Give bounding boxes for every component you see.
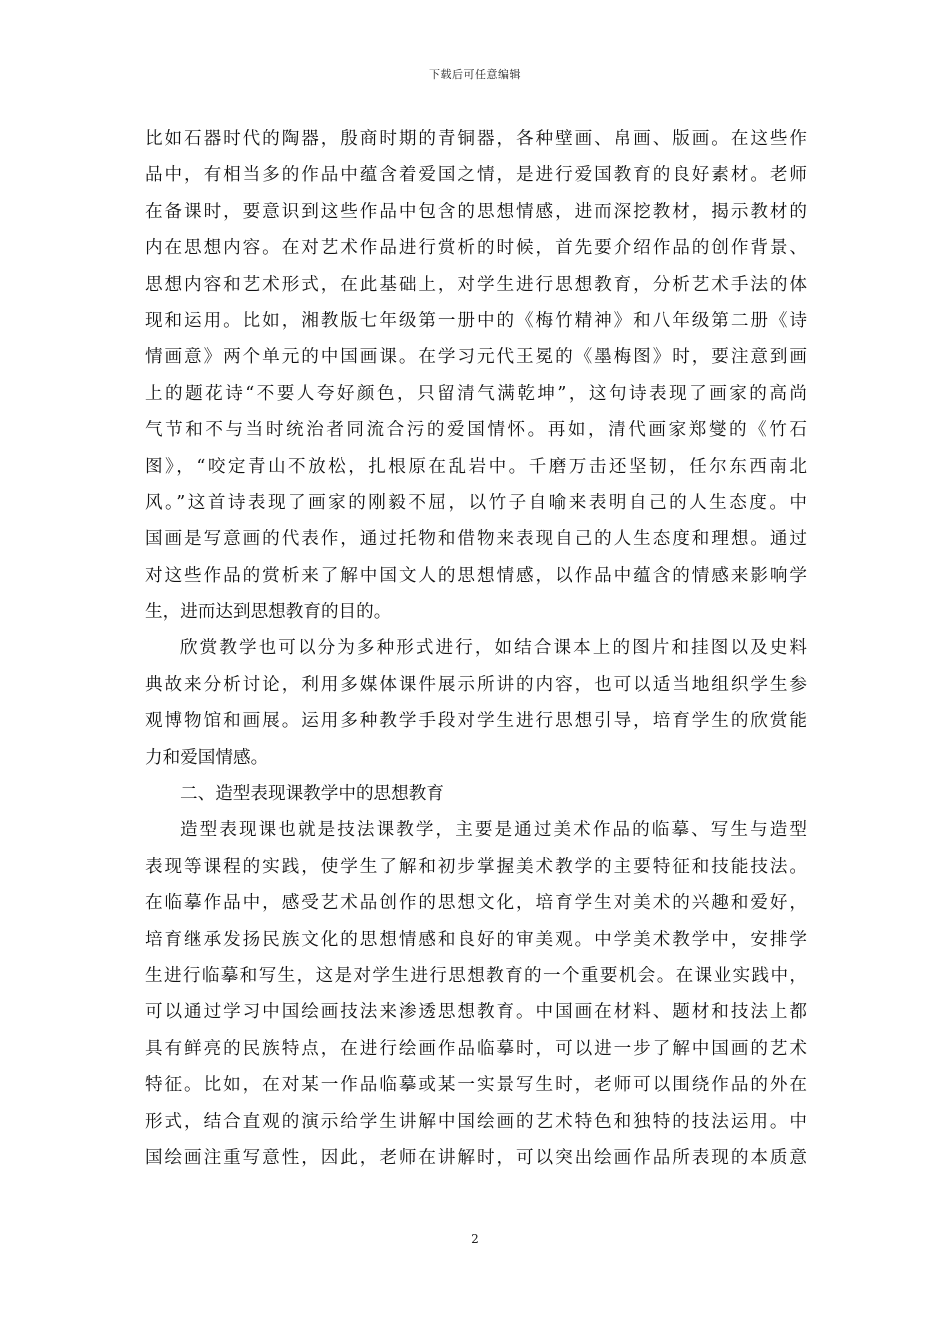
text-line: 形式，结合直观的演示给学生讲解中国绘画的艺术特色和独特的技法运用。中 (145, 1111, 807, 1132)
text-line: 培育继承发扬民族文化的思想情感和良好的审美观。中学美术教学中，安排学 (145, 929, 807, 950)
text-line: 在临摹作品中，感受艺术品创作的思想文化，培育学生对美术的兴趣和爱好， (145, 893, 807, 914)
paragraph-first-line: 造型表现课也就是技法课教学，主要是通过美术作品的临摹、写生与造型 (180, 820, 807, 841)
text-line: 思想内容和艺术形式，在此基础上，对学生进行思想教育，分析艺术手法的体 (145, 274, 807, 295)
text-line: 比如石器时代的陶器，殷商时期的青铜器，各种壁画、帛画、版画。在这些作 (145, 129, 807, 149)
page-header: 下载后可任意编辑 (429, 68, 521, 81)
text-line: 现和运用。比如，湘教版七年级第一册中的《梅竹精神》和八年级第二册《诗 (145, 310, 807, 331)
text-line: 生进行临摹和写生，这是对学生进行思想教育的一个重要机会。在课业实践中， (145, 965, 807, 986)
section-heading: 二、造型表现课教学中的思想教育 (180, 784, 444, 805)
text-line: 在备课时，要意识到这些作品中包含的思想情感，进而深挖教材，揭示教材的 (145, 201, 807, 222)
text-line: 生，进而达到思想教育的目的。 (145, 602, 392, 623)
text-line: 力和爱国情感。 (145, 747, 269, 768)
paragraph-first-line: 欣赏教学也可以分为多种形式进行，如结合课本上的图片和挂图以及史料 (180, 638, 807, 659)
text-line: 内在思想内容。在对艺术作品进行赏析的时候，首先要介绍作品的创作背景、 (145, 238, 807, 259)
text-line: 对这些作品的赏析来了解中国文人的思想情感，以作品中蕴含的情感来影响学 (145, 565, 807, 586)
text-line: 表现等课程的实践，使学生了解和初步掌握美术教学的主要特征和技能技法。 (145, 856, 807, 877)
text-line: 特征。比如，在对某一作品临摹或某一实景写生时，老师可以围绕作品的外在 (145, 1075, 807, 1096)
text-line: 气节和不与当时统治者同流合污的爱国情怀。再如，清代画家郑燮的《竹石 (145, 420, 807, 441)
text-line: 情画意》两个单元的中国画课。在学习元代王冕的《墨梅图》时，要注意到画 (145, 347, 807, 368)
text-line: 国画是写意画的代表作，通过托物和借物来表现自己的人生态度和理想。通过 (145, 529, 807, 550)
text-line: 风。”这首诗表现了画家的刚毅不屈，以竹子自喻来表明自己的人生态度。中 (145, 492, 807, 513)
text-line: 观博物馆和画展。运用多种教学手段对学生进行思想引导，培育学生的欣赏能 (145, 711, 807, 732)
text-line: 国绘画注重写意性，因此，老师在讲解时，可以突出绘画作品所表现的本质意 (145, 1147, 807, 1168)
text-line: 具有鲜亮的民族特点，在进行绘画作品临摹时，可以进一步了解中国画的艺术 (145, 1038, 807, 1059)
text-line: 图》，“咬定青山不放松，扎根原在乱岩中。千磨万击还坚韧，任尔东西南北 (145, 456, 807, 477)
text-line: 品中，有相当多的作品中蕴含着爱国之情，是进行爱国教育的良好素材。老师 (145, 165, 807, 186)
text-line: 可以通过学习中国绘画技法来渗透思想教育。中国画在材料、题材和技法上都 (145, 1002, 807, 1023)
text-line: 典故来分析讨论，利用多媒体课件展示所讲的内容，也可以适当地组织学生参 (145, 674, 807, 695)
document-body (145, 121, 807, 1176)
page-number: 2 (471, 1232, 479, 1246)
text-line: 上的题花诗“不要人夸好颜色，只留清气满乾坤”，这句诗表现了画家的高尚 (145, 383, 807, 404)
